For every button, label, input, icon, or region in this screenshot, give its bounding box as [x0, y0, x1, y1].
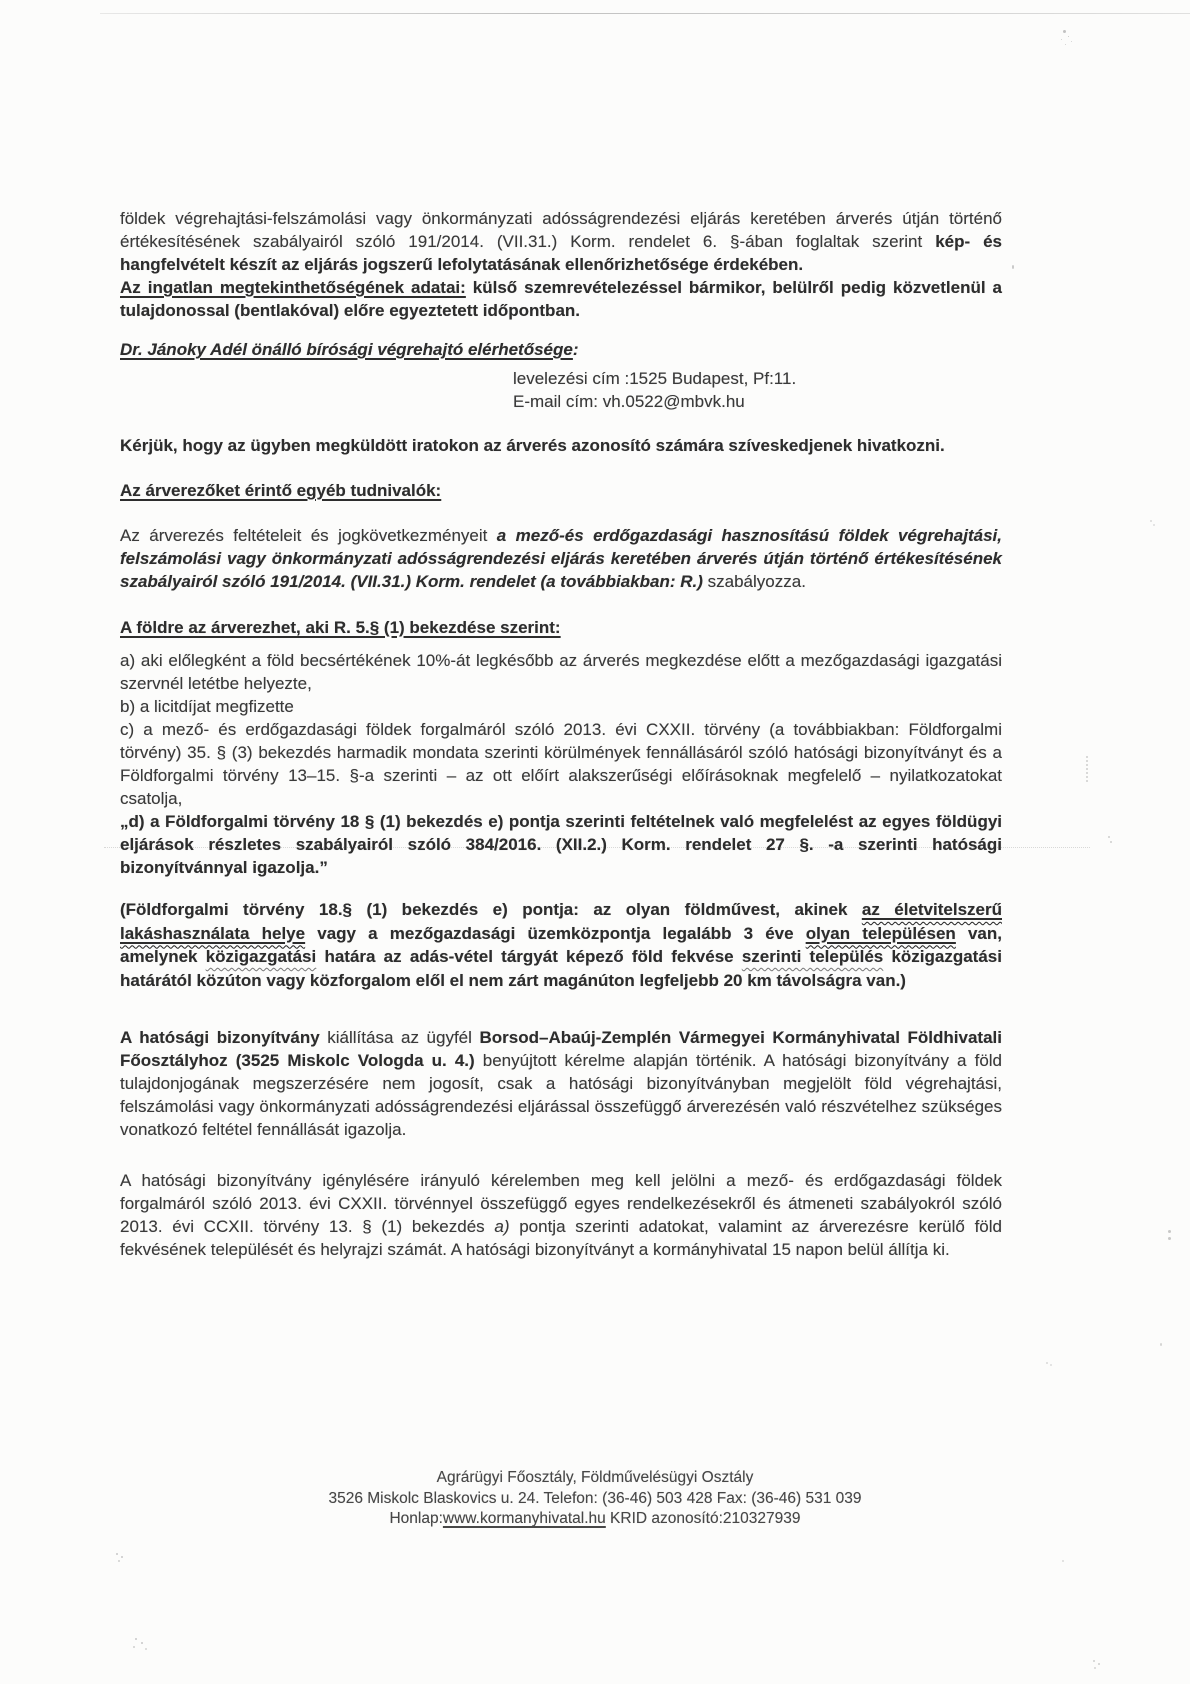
bailiff-contact-heading	[120, 338, 1002, 361]
conditions-closing-text: szabályozza.	[702, 572, 806, 591]
paragraph-certificate-request-details	[120, 1169, 1002, 1261]
conditions-regular-text: Az árverezés feltételeit és jogkövetkezményeit	[120, 526, 497, 545]
scan-speck	[135, 1638, 137, 1640]
certificate-office-bold: Borsod–Abaúj-Zemplén Vármegyei Kormányhivatal Földhivatali Főosztályhoz (3525 Miskolc Vologda u. 4.)	[120, 1028, 1002, 1070]
paragraph-property-viewing	[120, 276, 1002, 322]
request-details-text: pontja szerinti adatokat, valamint az árverezésre kerülő föld fekvésének települését és helyrajzi számát. A hatósági bizonyítványt a kormányhivatal 15 napon belül állítja ki.	[120, 1217, 1002, 1259]
scan-speck	[1160, 1343, 1162, 1346]
paragraph-farmer-definition	[120, 898, 1002, 992]
paragraph-certificate-issuance	[120, 1026, 1002, 1141]
farmer-def-text: határa az adás-vétel tárgyát képező föld fekvése	[316, 947, 742, 966]
footer-department: Agrárügyi Főosztály, Földművelésügyi Osztály	[436, 1469, 754, 1486]
certificate-text: kiállítása az ügyfél	[319, 1028, 480, 1047]
intro-regular-text: földek végrehajtási-felszámolási vagy önkormányzati adósságrendezési eljárás keretében árverés útján történő értékesítésének szabályairól szóló 191/2014. (VII.31.) Korm. rendelet 6. §-ában foglaltak szerint	[120, 209, 1002, 251]
viewing-lead-underlined: Az ingatlan megtekinthetőségének adatai:	[120, 278, 466, 297]
who-may-bid-heading-text: A földre az árverezhet, aki R. 5.§ (1) bekezdése szerint:	[120, 618, 561, 637]
paragraph-reference-request: Kérjük, hogy az ügyben megküldött iratokon az árverés azonosító számára szíveskedjenek hivatkozni.	[120, 436, 945, 455]
scan-speck	[1150, 520, 1152, 522]
farmer-def-text: vagy a mezőgazdasági üzemközpontja legalább 3 éve	[305, 923, 806, 943]
scan-speck	[1012, 265, 1014, 269]
other-info-heading-text: Az árverezőket érintő egyéb tudnivalók:	[120, 481, 442, 500]
bailiff-postal-address: levelezési cím :1525 Budapest, Pf:11.	[513, 369, 797, 388]
conditions-regulation-title: a mező-és erdőgazdasági hasznosítású földek végrehajtási, felszámolási vagy önkormányzati adósságrendezési eljárás keretében árverés útján történő értékesítésének szabályairól szóló 191/2014. (VII.31.) Korm. rendelet (a továbbiakban: R.)	[120, 526, 1002, 591]
scan-speck	[1062, 1560, 1064, 1562]
bailiff-email: E-mail cím: vh.0522@mbvk.hu	[513, 392, 745, 411]
footer-krid: KRID azonosító:210327939	[605, 1510, 801, 1527]
intro-bold-text: kép- és hangfelvételt készít az eljárás jogszerű lefolytatásának ellenőrizhetősége érdekében.	[120, 232, 1002, 274]
scan-speck	[116, 1553, 118, 1555]
other-info-heading	[120, 479, 1002, 502]
footer-homepage-label: Honlap:	[389, 1510, 443, 1527]
who-may-bid-heading	[120, 616, 1002, 639]
farmer-def-text: van, amelynek	[120, 923, 1002, 966]
list-item-c: c) a mező- és erdőgazdasági földek forgalmáról szóló 2013. évi CXXII. törvény (a továbbiakban: Földforgalmi törvény) 35. § (3) bekezdés harmadik mondata szerinti körülmények fennállásáról szóló hatósági bizonyítványt és a Földforgalmi törvény 13–15. §-a szerinti – az ott előírt alakszerűségi előírásoknak megfelelő – nyilatkozatokat csatolja,	[120, 720, 1002, 808]
list-item-b: b) a licitdíjat megfizette	[120, 697, 294, 716]
certificate-text: benyújtott kérelme alapján történik. A hatósági bizonyítvány a föld tulajdonjogának megszerzésére nem jogosít, csak a hatósági bizonyítványban megjelölt föld végrehajtási, felszámolási vagy önkormányzati adósságrendezési eljárással összefüggő árverezésén való részvételhez szükséges vonatkozó feltétel fennállását igazolja.	[120, 1051, 1003, 1139]
document-footer	[0, 1468, 1190, 1530]
certificate-lead-bold: A hatósági bizonyítvány	[120, 1028, 320, 1047]
scan-speck	[1063, 30, 1066, 33]
bailiff-heading-colon: :	[572, 340, 579, 359]
footer-homepage-line	[0, 1509, 1190, 1530]
request-details-italic-a: a)	[494, 1217, 510, 1236]
footer-homepage-url: www.kormanyhivatal.hu	[442, 1510, 606, 1527]
farmer-def-wavy-4: szerinti település	[741, 947, 884, 966]
scan-speck	[1168, 1230, 1171, 1233]
paragraph-auction-conditions	[120, 524, 1002, 593]
viewing-rest-text: külső szemrevételezéssel bármikor, belülről pedig közvetlenül a tulajdonossal (bentlakóval) előre egyeztetett időpontban.	[120, 278, 1002, 320]
scan-speck	[1086, 756, 1088, 782]
scan-speck	[1046, 1362, 1048, 1364]
farmer-def-text: (Földforgalmi törvény 18.§ (1) bekezdés e) pontja: az olyan földművest, akinek	[120, 900, 862, 919]
document-body	[120, 207, 1002, 1261]
bailiff-heading-text: Dr. Jánoky Adél önálló bírósági végrehajtó elérhetősége	[120, 340, 573, 359]
scan-speck	[1093, 1660, 1095, 1662]
scan-speck	[1108, 836, 1110, 838]
scan-artifact-top-line	[100, 13, 1190, 14]
farmer-def-text: közigazgatási határától közúton vagy közforgalom elől el nem zárt magánúton legfeljebb 20 km távolságra van.)	[120, 947, 1002, 990]
footer-address-phone: 3526 Miskolc Blaskovics u. 24. Telefon: (36-46) 503 428 Fax: (36-46) 531 039	[328, 1489, 862, 1507]
farmer-def-wavy-3: közigazgatási	[205, 947, 317, 966]
list-item-a: a) aki előlegként a föld becsértékének 10%-át legkésőbb az árverés megkezdése előtt a mezőgazdasági igazgatási szervnél letétbe helyezte,	[120, 651, 1002, 693]
farmer-def-wavy-1: az életvitelszerű lakáshasználata helye	[120, 900, 1002, 943]
list-item-d: „d) a Földforgalmi törvény 18 § (1) bekezdés e) pontja szerinti feltételnek való megfelelést az egyes földügyi eljárások részletes szabályairól szóló 384/2016. (XII.2.) Korm. rendelet 27 §. -a szerinti hatósági bizonyítvánnyal igazolja.”	[120, 812, 1002, 877]
farmer-def-wavy-2: olyan településen	[805, 923, 956, 943]
paragraph-intro	[120, 207, 1002, 276]
request-details-text: A hatósági bizonyítvány igénylésére irányuló kérelemben meg kell jelölni a mező- és erdőgazdasági földek forgalmáról szóló 2013. évi CXXII. törvénnyel összefüggő egyes rendelkezésekről és átmeneti szabályokról szóló 2013. évi CCXII. törvény 13. § (1) bekezdés	[120, 1171, 1002, 1236]
